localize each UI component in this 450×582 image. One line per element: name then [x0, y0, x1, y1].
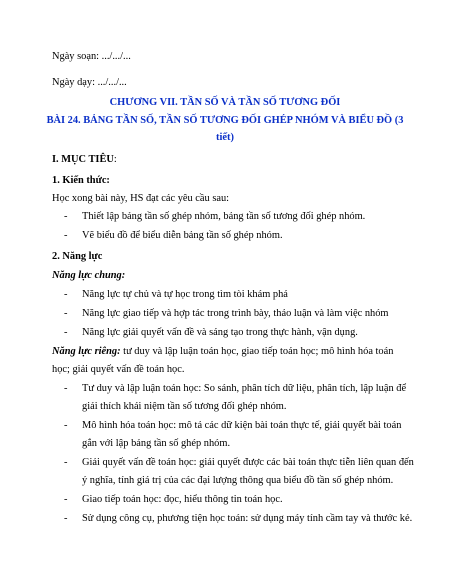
nang-luc-rieng-bullet-cont: ý nghĩa, tính giá trị của các đại lượng thông qua biểu đồ tần số ghép nhóm.	[82, 475, 394, 486]
nang-luc-chung-bullet: Năng lực giải quyết vấn đề và sáng tạo trong thực hành, vận dụng.	[82, 327, 358, 338]
nang-luc-rieng-line2: học; giải quyết vấn đề toán học.	[52, 364, 185, 375]
nang-luc-chung-bullet: Năng lực giao tiếp và hợp tác trong trình bày, thảo luận và làm việc nhóm	[82, 308, 389, 319]
lesson-title-line1: BÀI 24. BẢNG TẦN SỐ, TẦN SỐ TƯƠNG ĐỐI GHÉP NHÓM VÀ BIỂU ĐỒ (3	[46, 115, 404, 126]
bullet-dash: -	[64, 230, 68, 241]
bullet-dash: -	[64, 383, 68, 394]
heading-nang-luc: 2. Năng lực	[52, 251, 103, 262]
nang-luc-rieng-line1	[52, 345, 393, 359]
nang-luc-rieng-bullet: Sử dụng công cụ, phương tiện học toán: sử dụng máy tính cầm tay và thước kẻ.	[82, 513, 413, 524]
bullet-dash: -	[64, 289, 68, 300]
nang-luc-rieng-text: tư duy và lập luận toán học, giao tiếp toán học; mô hình hóa toán	[120, 346, 394, 357]
ngay-soan: Ngày soạn: .../.../...	[52, 51, 131, 62]
kien-thuc-bullet: Thiết lập bảng tần số ghép nhóm, bảng tần số tương đối ghép nhóm.	[82, 211, 366, 222]
heading-nang-luc-rieng: Năng lực riêng:	[52, 346, 121, 357]
bullet-dash: -	[64, 308, 68, 319]
nang-luc-rieng-bullet: Mô hình hóa toán học: mô tả các dữ kiện bài toán thực tế, giải quyết bài toán	[82, 420, 402, 431]
nang-luc-rieng-bullet: Giao tiếp toán học: đọc, hiểu thông tin toán học.	[82, 494, 283, 505]
chapter-title: CHƯƠNG VII. TẦN SỐ VÀ TẦN SỐ TƯƠNG ĐỐI	[109, 97, 341, 108]
heading-kien-thuc: 1. Kiến thức:	[52, 175, 110, 186]
lesson-title-line2: tiết)	[216, 132, 234, 143]
section-muc-tieu-label: I. MỤC TIÊU	[52, 154, 114, 165]
nang-luc-rieng-bullet: Giải quyết vấn đề toán học: giải quyết được các bài toán thực tiễn liên quan đến	[82, 457, 414, 468]
bullet-dash: -	[64, 327, 68, 338]
bullet-dash: -	[64, 211, 68, 222]
section-muc-tieu-colon: :	[113, 154, 117, 165]
bullet-dash: -	[64, 457, 68, 468]
bullet-dash: -	[64, 420, 68, 431]
kien-thuc-intro: Học xong bài này, HS đạt các yêu cầu sau:	[52, 193, 230, 204]
bullet-dash: -	[64, 513, 68, 524]
bullet-dash: -	[64, 494, 68, 505]
ngay-day: Ngày dạy: .../.../...	[52, 77, 127, 88]
nang-luc-rieng-bullet: Tư duy và lập luận toán học: So sánh, phân tích dữ liệu, phân tích, lập luận để	[82, 383, 407, 394]
section-muc-tieu	[52, 153, 117, 167]
nang-luc-chung-bullet: Năng lực tự chủ và tự học trong tìm tòi khám phá	[82, 289, 288, 300]
nang-luc-rieng-bullet-cont: gắn với lập bảng tần số ghép nhóm.	[82, 438, 231, 449]
heading-nang-luc-chung: Năng lực chung:	[52, 270, 126, 281]
kien-thuc-bullet: Vẽ biểu đồ để biểu diễn bảng tần số ghép nhóm.	[82, 230, 283, 241]
nang-luc-rieng-bullet-cont: giải thích khái niệm tần số tương đối ghép nhóm.	[82, 401, 287, 412]
